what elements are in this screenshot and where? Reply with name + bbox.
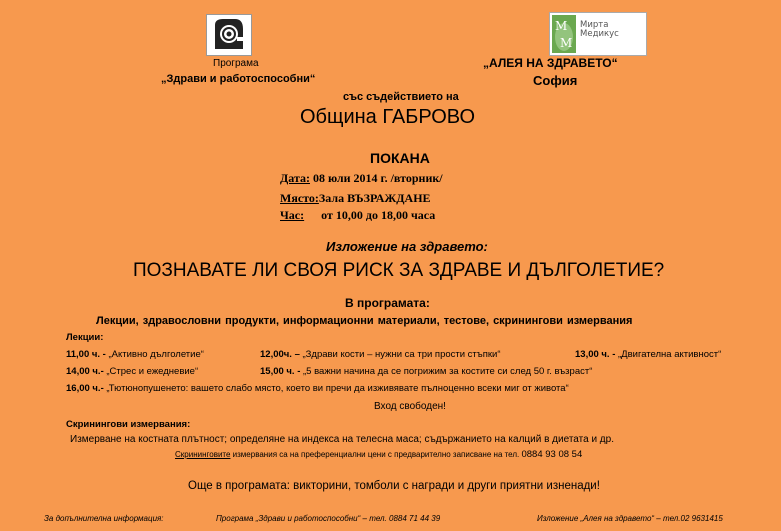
- leaf-logo-icon: [552, 15, 576, 53]
- date-line: [280, 171, 443, 186]
- time-line: [280, 208, 435, 223]
- invitation-title: ПОКАНА: [370, 150, 430, 166]
- lecture-time: 13,00 ч. -: [575, 349, 619, 360]
- program-label: В програмата:: [345, 296, 430, 310]
- logo-text: Мирта Медикус: [580, 20, 619, 39]
- lecture-time: 15,00 ч. -: [260, 366, 304, 377]
- screening-note-underlined: Скрининговите: [175, 450, 231, 459]
- profile-head-icon: [207, 15, 251, 55]
- left-program-name: „Здрави и работоспособни“: [161, 73, 316, 85]
- screening-details: Измерване на костната плътност; определяне на индекса на телесна маса; съдържанието на калций в диетата и др.: [70, 434, 614, 445]
- lecture-item: [260, 349, 501, 360]
- cooperation-text: със съдействието на: [343, 91, 459, 103]
- lecture-title: „Двигателна активност“: [618, 349, 722, 360]
- lecture-title: „5 важни начина да се погрижим за костите си след 50 г. възраст“: [303, 366, 593, 377]
- lecture-item: [575, 349, 721, 360]
- program-logo: [206, 14, 252, 56]
- lecture-title: „Тютюнопушенето: вашето слабо място, което ви пречи да изживявате пълноценно всеки миг от живота“: [106, 383, 569, 394]
- place-value: Зала ВЪЗРАЖДАНЕ: [318, 191, 431, 205]
- lecture-time: 14,00 ч.-: [66, 366, 107, 377]
- exhibition-headline: ПОЗНАВАТЕ ЛИ СВОЯ РИСК ЗА ЗДРАВЕ И ДЪЛГОЛЕТИЕ?: [133, 260, 665, 281]
- lecture-time: 16,00 ч.-: [66, 383, 107, 394]
- place-label: Място:: [280, 191, 319, 205]
- lecture-title: „Активно дълголетие“: [108, 349, 204, 360]
- time-label: Час:: [280, 208, 305, 222]
- exhibition-label: Изложение на здравето:: [326, 239, 488, 254]
- footer-info-label: За допълнителна информация:: [44, 514, 164, 523]
- screening-label: Скринингови измервания:: [66, 419, 191, 430]
- lecture-title: „Здрави кости – нужни са три прости стъпки“: [302, 349, 501, 360]
- date-label: Дата:: [280, 171, 310, 185]
- extras-text: Още в програмата: викторини, томболи с награди и други приятни изненади!: [188, 480, 600, 492]
- municipality-title: Община ГАБРОВО: [300, 106, 476, 128]
- free-entry: Вход свободен!: [374, 401, 446, 412]
- lecture-title: „Стрес и ежедневие“: [106, 366, 199, 377]
- lecture-item: [66, 349, 204, 360]
- lecture-item: [66, 383, 569, 394]
- screening-note: [175, 449, 582, 460]
- place-line: [280, 191, 431, 206]
- date-value: 08 юли 2014 г. /вторник/: [312, 171, 443, 185]
- right-city: София: [533, 73, 578, 88]
- footer-org-contact: Изложение „Алея на здравето“ – тел.02 9631415: [537, 514, 723, 523]
- lecture-item: [66, 366, 198, 377]
- footer-program-contact: Програма „Здрави и работоспособни“ – тел. 0884 71 44 39: [216, 514, 441, 523]
- screening-phone: 0884 93 08 54: [521, 449, 583, 460]
- program-summary: Лекции, здравословни продукти, информационни материали, тестове, скринингови измервания: [96, 315, 633, 327]
- right-org-name: „АЛЕЯ НА ЗДРАВЕТО“: [483, 56, 618, 70]
- left-program-label: Програма: [213, 58, 259, 69]
- mirta-medicus-logo: [549, 12, 647, 56]
- svg-text:M: M: [560, 36, 573, 50]
- lecture-time: 12,00ч. –: [260, 349, 303, 360]
- time-value: от 10,00 до 18,00 часа: [321, 208, 436, 222]
- lecture-time: 11,00 ч. -: [66, 349, 109, 360]
- screening-note-text: измервания са на преференциални цени с предварително записване на тел.: [230, 450, 522, 459]
- lecture-item: [260, 366, 592, 377]
- svg-text:M: M: [555, 19, 568, 33]
- lectures-label: Лекции:: [66, 332, 104, 343]
